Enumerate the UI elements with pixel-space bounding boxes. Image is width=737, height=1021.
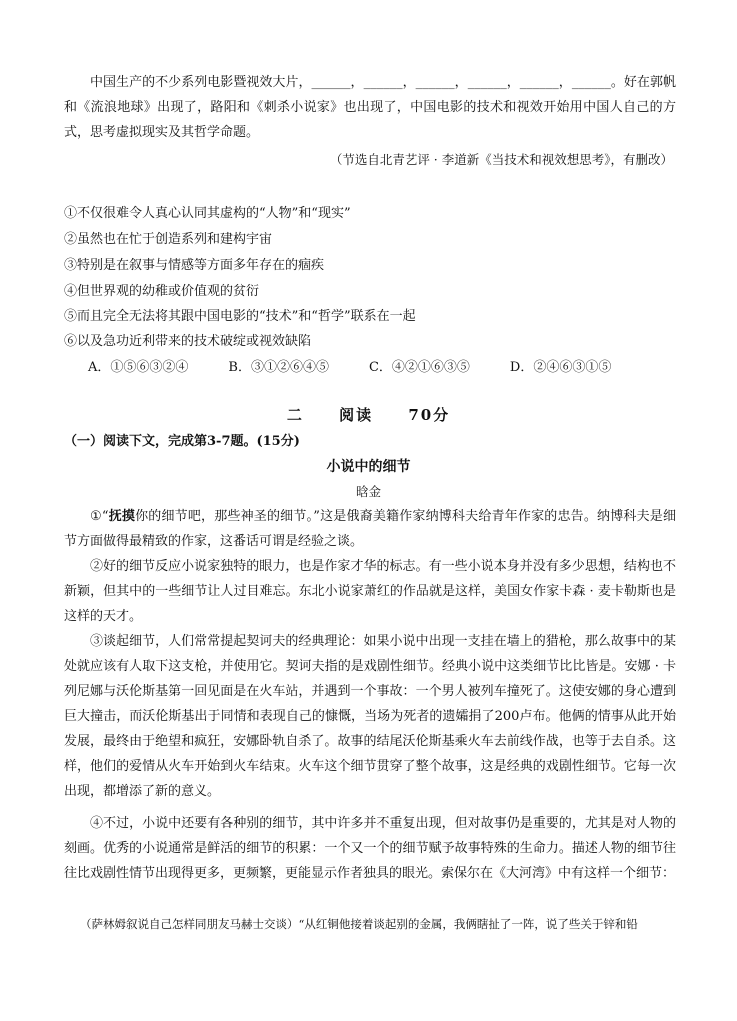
choice-d: D．②④⑥③①⑤ — [509, 360, 612, 375]
choice-c: C．④②①⑥③⑤ — [368, 360, 470, 375]
option-6: ⑥以及急功近利带来的技术破绽或视效缺陷 — [64, 334, 312, 349]
section-score: 70分 — [408, 406, 451, 424]
paragraph-1 — [64, 504, 676, 554]
paragraph-4: ④不过，小说中还要有各种别的细节，其中许多并不重复出现，但对故事仍是重要的，尤其是对人物的刻画。优秀的小说通常是鲜活的细节的积累：一个又一个的细节赋予故事特殊的生命力。描述人物的细节往往比戏剧性情节出现得更多，更频繁，更能显示作者独具的眼光。索保尔在《大河湾》中有这样一个细节： — [64, 816, 676, 881]
quote-line: （萨林姆叙说自己怎样同朋友马赫士交谈）“从红铜他接着谈起别的金属，我俩瞎扯了一阵，说了些关于锌和铅 — [80, 917, 638, 931]
option-2: ②虽然也在忙于创造系列和建构宇宙 — [64, 232, 273, 247]
passage-source: （节选自北青艺评 · 李道新《当技术和视效想思考》，有删改） — [329, 152, 673, 167]
section-number: 二 — [286, 406, 304, 424]
choice-a: A．①⑤⑥③②④ — [88, 360, 189, 375]
option-5: ⑤而且完全无法将其跟中国电影的“技术”和“哲学”联系在一起 — [64, 309, 416, 324]
choice-b: B．③①②⑥④⑤ — [228, 360, 329, 375]
section-heading — [0, 404, 737, 425]
section-name: 阅读 — [339, 406, 374, 424]
answer-choices — [88, 356, 611, 380]
passage-top-text: 中国生产的不少系列电影暨视效大片，______，______，______，______，______，______。好在郭帆和《流浪地球》出现了，路阳和《刺杀小说家》也出现了，中国电影的技术和视效开始用中国人自己的方式，思考虚拟现实及其哲学命题。 — [64, 75, 676, 140]
paragraph-2: ②好的细节反应小说家独特的眼力，也是作家才华的标志。有一些小说本身并没有多少思想，结构也不新颖，但其中的一些细节让人过目难忘。东北小说家萧红的作品就是这样，美国女作家卡森 · 麦卡勒斯也是这样的天才。 — [64, 559, 676, 624]
article-author: 晗金 — [355, 484, 381, 499]
subsection-heading: （一）阅读下文，完成第3-7题。(15分) — [64, 434, 300, 449]
article-title: 小说中的细节 — [326, 459, 411, 475]
paragraph-3: ③谈起细节，人们常常提起契诃夫的经典理论：如果小说中出现一支挂在墙上的猎枪，那么故事中的某处就应该有人取下这支枪，并使用它。契诃夫指的是戏剧性细节。经典小说中这类细节比比皆是。安娜 · 卡列尼娜与沃伦斯基第一回见面是在火车站，并遇到一个事故：一个男人被列车撞死了。这使安娜的身心遭到巨大撞击，而沃伦斯基出于同情和表现自己的慷慨，当场为死者的遗孀捐了200卢布。他俩的情事从此开始发展，最终由于绝望和疯狂，安娜卧轨自杀了。故事的结尾沃伦斯基乘火车去前线作战，也等于去自杀。这样，他们的爱情从火车开始到火车结束。火车这个细节贯穿了整个故事，这是经典的戏剧性细节。它每一次出现，都增添了新的意义。 — [64, 634, 676, 799]
option-3: ③特别是在叙事与情感等方面多年存在的痼疾 — [64, 258, 325, 273]
option-4: ④但世界观的幼稚或价值观的贫衍 — [64, 284, 260, 299]
p1-prefix: ①“ — [90, 509, 109, 524]
p1-rest: 你的细节吧，那些神圣的细节。”这是俄裔美籍作家纳博科夫给青年作家的忠告。纳博科夫是细节方面做得最精致的作家，这番话可谓是经验之谈。 — [64, 509, 676, 549]
option-1: ①不仅很难令人真心认同其虚构的“人物”和“现实” — [64, 206, 351, 221]
p1-bold: 抚摸 — [108, 509, 136, 524]
